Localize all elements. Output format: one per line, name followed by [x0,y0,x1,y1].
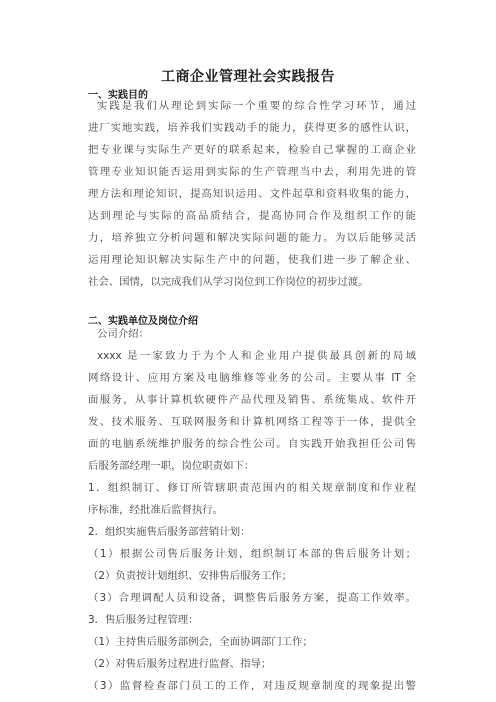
paragraph-line: 发、技术服务、互联网服务和计算机网络工程等于一体，提供全 [88,416,416,428]
paragraph-line: （2）负责按计划组织、安排售后服务工作； [88,570,293,582]
paragraph-line: （1）根据公司售后服务计划，组织制订本部的售后服务计划； [88,548,416,560]
section-heading-purpose: 一、实践目的 [88,90,148,101]
paragraph-line: （1）主持售后服务部例会，全面协调部门工作； [88,636,313,648]
paragraph-line: 3．售后服务过程管理： [88,614,199,626]
paragraph-line: 网络设计、应用方案及电脑维修等业务的公司。主要从事 IT 全 [88,372,416,384]
paragraph-line: 进厂实地实践，培养我们实践动手的能力，获得更多的感性认识， [88,122,416,134]
paragraph-line: 运用理论知识解决实际生产中的问题，使我们进一步了解企业、 [88,254,416,266]
paragraph-line: 序标准，经批准后监督执行。 [88,504,224,516]
paragraph-line: 达到理论与实际的高品质结合，提高协同合作及组织工作的能 [88,210,416,222]
paragraph-line: （3）合理调配人员和设备，调整售后服务方案，提高工作效率。 [88,592,416,604]
paragraph-line: （3）监督检查部门员工的工作，对违反规章制度的现象提出警 [88,680,416,692]
paragraph-line: 力，培养独立分析问题和解决实际问题的能力。为以后能够灵活 [88,232,416,244]
paragraph-line: 实践是我们从理论到实际一个重要的综合性学习环节，通过 [97,100,416,112]
paragraph-line: xxxx 是一家致力于为个人和企业用户提供最具创新的局域 [97,350,416,362]
paragraph-line: 面服务，从事计算机软硬件产品代理及销售、系统集成、软件开 [88,394,416,406]
document-title: 工商企业管理社会实践报告 [161,69,335,85]
paragraph-line: 管理专业知识能否运用到实际的生产管理当中去，利用先进的管 [88,166,416,178]
paragraph-line: 1．组织制订、修订所管辖职责范围内的相关规章制度和作业程 [88,482,416,494]
paragraph-line: 2．组织实施售后服务部营销计划： [88,526,251,538]
section-heading-company: 二、实践单位及岗位介绍 [88,316,198,327]
paragraph-line: 社会、国情，以完成我们从学习岗位到工作岗位的初步过渡。 [88,276,369,288]
paragraph-line: 后服务部经理一职，岗位职责如下： [88,460,255,472]
paragraph-line: （2）对售后服务过程进行监督、指导； [88,658,272,670]
paragraph-line: 面的电脑系统维护服务的综合性公司。自实践开始我担任公司售 [88,438,416,450]
paragraph-line: 理方法和理论知识，提高知识运用、文件起草和资料收集的能力， [88,188,416,200]
paragraph-line: 把专业课与实际生产更好的联系起来，检验自己掌握的工商企业 [88,144,416,156]
paragraph-line: 公司介绍： [97,328,149,340]
